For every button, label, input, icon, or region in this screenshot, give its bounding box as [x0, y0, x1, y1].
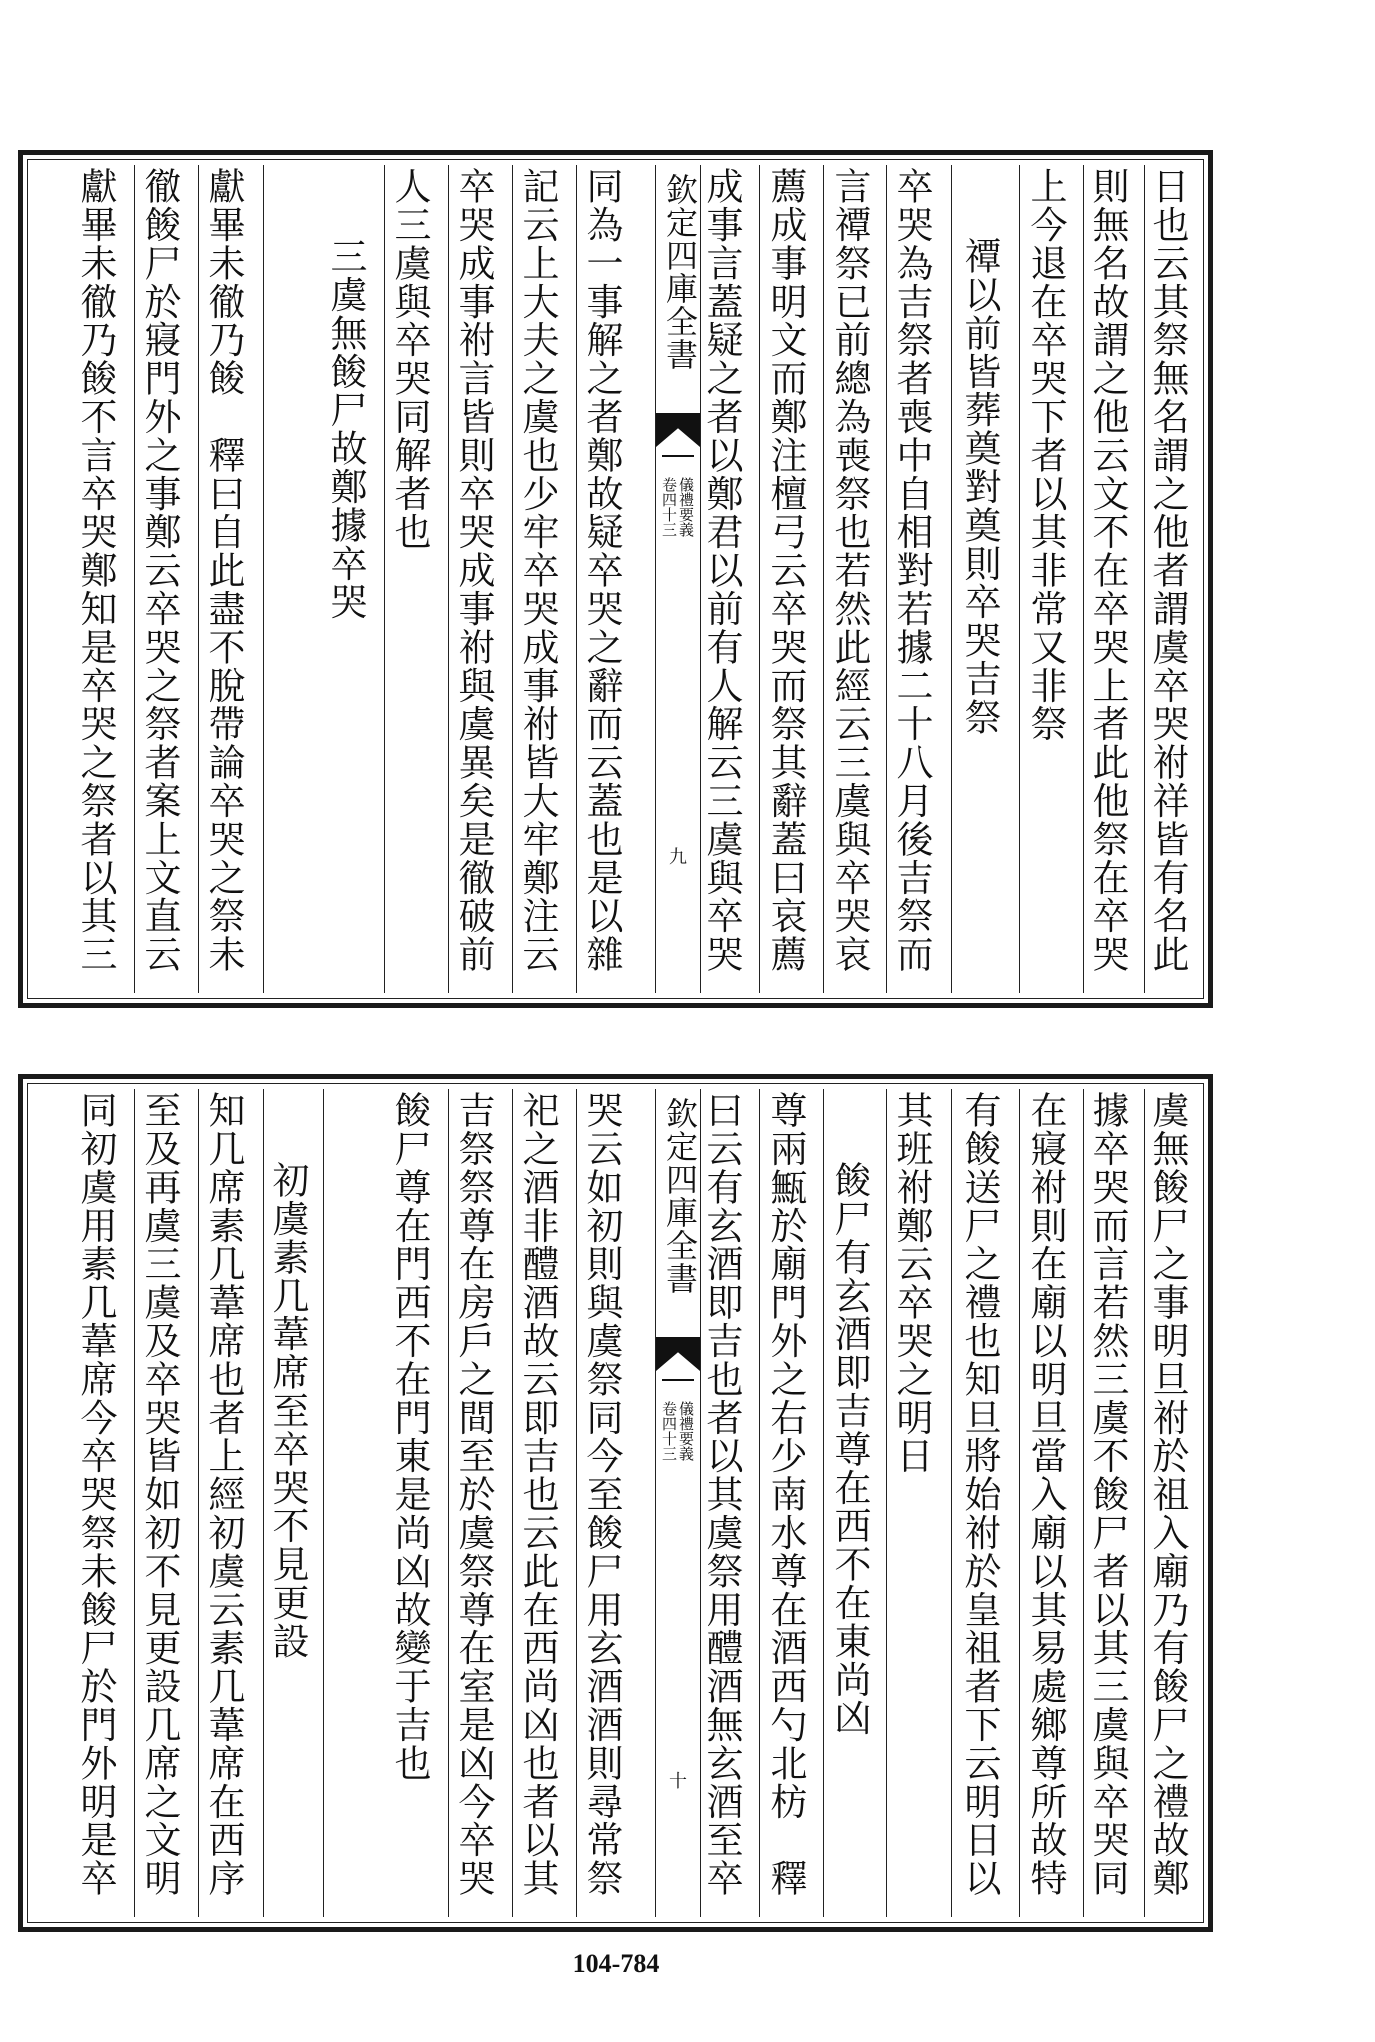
- text-column: 言禫祭已前總為喪祭也若然此經云三虞與卒哭哀: [828, 167, 871, 974]
- fishtail-line: [662, 455, 694, 457]
- column-rule: [134, 165, 135, 993]
- text-column: 有餕送尸之禮也知旦將始祔於皇祖者下云明日以: [958, 1091, 1001, 1898]
- column-rule: [1144, 1089, 1145, 1917]
- column-rule: [448, 165, 449, 993]
- text-column: 日也云其祭無名謂之他者謂虞卒哭祔祥皆有名此: [1146, 167, 1189, 974]
- text-column: 獻畢未徹乃餕不言卒哭鄭知是卒哭之祭者以其三: [74, 167, 117, 974]
- text-column: 人三虞與卒哭同解者也: [388, 167, 431, 551]
- text-column: 初虞素几葦席至卒哭不見更設: [266, 1161, 309, 1661]
- text-column: 獻畢未徹乃餕 釋曰自此盡不脫帶論卒哭之祭未: [202, 167, 245, 974]
- text-column: 吉祭祭尊在房戶之間至於虞祭尊在室是凶今卒哭: [452, 1091, 495, 1898]
- text-column: 哭云如初則與虞祭同今至餕尸用玄酒酒則尋常祭: [580, 1091, 623, 1898]
- center-folio: 九: [669, 847, 687, 868]
- text-column: 徹餕尸於寢門外之事鄭云卒哭之祭者案上文直云: [138, 167, 181, 974]
- text-column: 在寢祔則在廟以明旦當入廟以其易處鄉尊所故特: [1024, 1091, 1067, 1898]
- column-rule: [1019, 165, 1020, 993]
- text-column: 卒哭成事祔言皆則卒哭成事祔與虞異矣是徹破前: [452, 167, 495, 974]
- column-rule: [263, 165, 264, 993]
- text-column: 餕尸有玄酒即吉尊在西不在東尚凶: [828, 1161, 871, 1737]
- column-rule: [198, 165, 199, 993]
- text-column: 知几席素几葦席也者上經初虞云素几葦席在西序: [202, 1091, 245, 1898]
- column-rule: [1083, 165, 1084, 993]
- column-rule: [1083, 1089, 1084, 1917]
- text-column: 其班祔鄭云卒哭之明日: [890, 1091, 933, 1475]
- center-book-title: 儀禮要義: [677, 477, 695, 537]
- center-volume: 卷四十三: [660, 477, 678, 537]
- column-rule: [384, 165, 385, 993]
- fishtail-mark: [656, 413, 700, 447]
- fishtail-mark: [656, 1337, 700, 1371]
- text-column: 曰云有玄酒即吉也者以其虞祭用醴酒無玄酒至卒: [700, 1091, 743, 1898]
- center-folio: 十: [669, 1771, 687, 1792]
- text-column: 卒哭為吉祭者喪中自相對若據二十八月後吉祭而: [890, 167, 933, 974]
- column-rule: [951, 1089, 952, 1917]
- text-column: 薦成事明文而鄭注檀弓云卒哭而祭其辭蓋曰哀薦: [764, 167, 807, 974]
- text-column: 餕尸尊在門西不在門東是尚凶故變于吉也: [388, 1091, 431, 1783]
- column-rule: [886, 1089, 887, 1917]
- text-column: 上今退在卒哭下者以其非常又非祭: [1024, 167, 1067, 743]
- column-rule: [512, 1089, 513, 1917]
- bottom-page-frame: [18, 1074, 1213, 1932]
- column-rule: [823, 1089, 824, 1917]
- page-number: 104-784: [572, 1949, 660, 1978]
- column-rule: [512, 165, 513, 993]
- center-book-title: 儀禮要義: [677, 1401, 695, 1461]
- text-column: 同為一事解之者鄭故疑卒哭之辭而云蓋也是以雜: [580, 167, 623, 974]
- column-rule: [448, 1089, 449, 1917]
- column-rule: [576, 1089, 577, 1917]
- text-column: 則無名故謂之他云文不在卒哭上者此他祭在卒哭: [1086, 167, 1129, 974]
- center-fold-strip: [655, 1089, 701, 1917]
- text-column: 祀之酒非醴酒故云即吉也云此在西尚凶也者以其: [516, 1091, 559, 1898]
- text-column: 三虞無餕尸故鄭據卒哭: [324, 237, 367, 621]
- column-rule: [886, 165, 887, 993]
- column-rule: [323, 1089, 324, 1917]
- center-volume: 卷四十三: [660, 1401, 678, 1461]
- text-column: 據卒哭而言若然三虞不餕尸者以其三虞與卒哭同: [1086, 1091, 1129, 1898]
- center-fold-strip: [655, 165, 701, 993]
- text-column: 成事言蓋疑之者以鄭君以前有人解云三虞與卒哭: [700, 167, 743, 974]
- text-column: 尊兩甒於廟門外之右少南水尊在酒西勺北枋 釋: [764, 1091, 807, 1898]
- text-column: 同初虞用素几葦席今卒哭祭未餕尸於門外明是卒: [74, 1091, 117, 1898]
- top-page-frame: [18, 150, 1213, 1008]
- column-rule: [134, 1089, 135, 1917]
- column-rule: [198, 1089, 199, 1917]
- fishtail-line: [662, 1379, 694, 1381]
- text-column: 禫以前皆葬奠對奠則卒哭吉祭: [958, 237, 1001, 737]
- column-rule: [263, 1089, 264, 1917]
- column-rule: [1019, 1089, 1020, 1917]
- text-column: 虞無餕尸之事明旦祔於祖入廟乃有餕尸之禮故鄭: [1146, 1091, 1189, 1898]
- column-rule: [951, 165, 952, 993]
- column-rule: [759, 165, 760, 993]
- center-title: 欽定四庫全書: [661, 1097, 699, 1295]
- center-title: 欽定四庫全書: [661, 173, 699, 371]
- text-column: 至及再虞三虞及卒哭皆如初不見更設几席之文明: [138, 1091, 181, 1898]
- column-rule: [576, 165, 577, 993]
- column-rule: [759, 1089, 760, 1917]
- column-rule: [1144, 165, 1145, 993]
- text-column: 記云上大夫之虞也少牢卒哭成事祔皆大牢鄭注云: [516, 167, 559, 974]
- column-rule: [823, 165, 824, 993]
